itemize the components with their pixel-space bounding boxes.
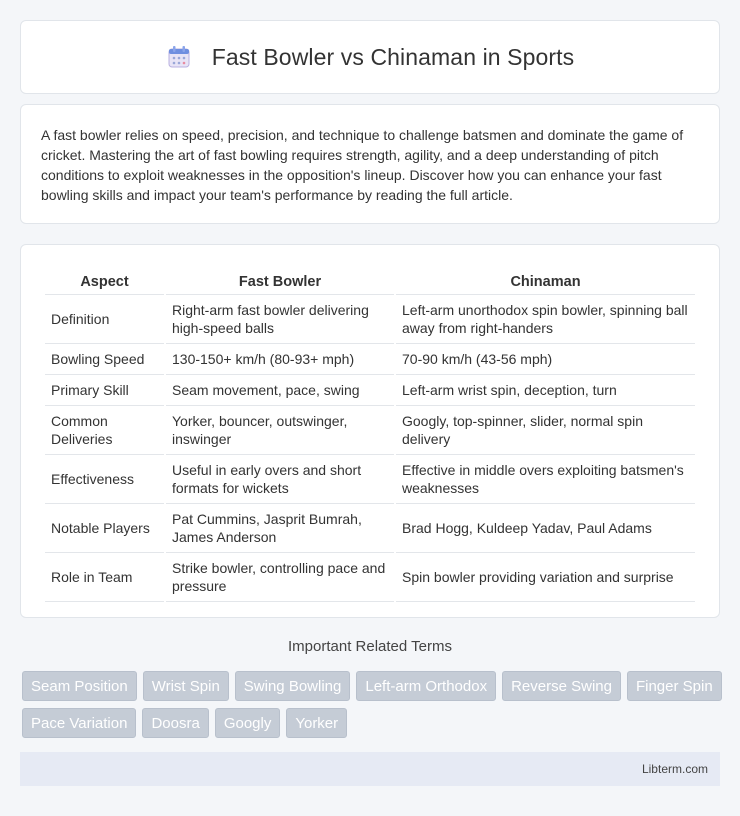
comparison-table: [43, 265, 697, 602]
row-fast-bowler: Yorker, bouncer, outswinger, inswinger: [166, 406, 394, 455]
tag-swing-bowling[interactable]: Swing Bowling: [235, 671, 351, 701]
row-chinaman: Left-arm unorthodox spin bowler, spinning ball away from right-handers: [396, 295, 695, 344]
tag-pace-variation[interactable]: Pace Variation: [22, 708, 136, 738]
related-terms-tags: [22, 671, 722, 738]
intro-card: [20, 104, 720, 224]
table-row: [45, 504, 695, 553]
row-aspect: Bowling Speed: [45, 344, 164, 375]
row-chinaman: Spin bowler providing variation and surprise: [396, 553, 695, 602]
row-aspect: Definition: [45, 295, 164, 344]
row-chinaman: Effective in middle overs exploiting batsmen's weaknesses: [396, 455, 695, 504]
tag-doosra[interactable]: Doosra: [142, 708, 208, 738]
table-row: [45, 344, 695, 375]
footer-brand-link[interactable]: Libterm.com: [641, 762, 708, 776]
tag-seam-position[interactable]: Seam Position: [22, 671, 137, 701]
table-row: [45, 553, 695, 602]
comparison-card: [20, 244, 720, 618]
row-fast-bowler: Pat Cummins, Jasprit Bumrah, James Anderson: [166, 504, 394, 553]
row-chinaman: Left-arm wrist spin, deception, turn: [396, 375, 695, 406]
title-wrap: [166, 44, 575, 71]
page-title: Fast Bowler vs Chinaman in Sports: [211, 43, 575, 70]
related-terms-title: Important Related Terms: [288, 638, 452, 655]
row-aspect: Effectiveness: [45, 455, 164, 504]
row-aspect: Notable Players: [45, 504, 164, 553]
row-aspect: Primary Skill: [45, 375, 164, 406]
table-row: [45, 375, 695, 406]
intro-text: A fast bowler relies on speed, precision, and technique to challenge batsmen and dominate the game of cricket. Mastering the art of fast bowling requires strength, agility, and a deep understanding of pitch conditions to exploit weaknesses in the opposition's lineup. Discover how you can enhance your fast bowling skills and impact your team's performance by reading the full article.: [41, 127, 684, 203]
row-chinaman: Brad Hogg, Kuldeep Yadav, Paul Adams: [396, 504, 695, 553]
tag-googly[interactable]: Googly: [215, 708, 281, 738]
tag-wrist-spin[interactable]: Wrist Spin: [143, 671, 229, 701]
header-aspect: Aspect: [45, 265, 164, 295]
row-fast-bowler: Right-arm fast bowler delivering high-speed balls: [166, 295, 394, 344]
row-chinaman: Googly, top-spinner, slider, normal spin delivery: [396, 406, 695, 455]
row-chinaman: 70-90 km/h (43-56 mph): [396, 344, 695, 375]
header-chinaman: Chinaman: [396, 265, 695, 295]
row-aspect: Common Deliveries: [45, 406, 164, 455]
table-row: [45, 295, 695, 344]
header-fast-bowler: Fast Bowler: [166, 265, 394, 295]
tag-yorker[interactable]: Yorker: [286, 708, 347, 738]
table-row: [45, 455, 695, 504]
row-fast-bowler: Seam movement, pace, swing: [166, 375, 394, 406]
header-card: [20, 20, 720, 94]
footer: [20, 752, 720, 786]
row-aspect: Role in Team: [45, 553, 164, 602]
tag-reverse-swing[interactable]: Reverse Swing: [502, 671, 621, 701]
tag-left-arm-orthodox[interactable]: Left-arm Orthodox: [356, 671, 496, 701]
tag-finger-spin[interactable]: Finger Spin: [627, 671, 722, 701]
table-header-row: [45, 265, 695, 295]
table-row: [45, 406, 695, 455]
row-fast-bowler: 130-150+ km/h (80-93+ mph): [166, 344, 394, 375]
row-fast-bowler: Strike bowler, controlling pace and pressure: [166, 553, 394, 602]
row-fast-bowler: Useful in early overs and short formats for wickets: [166, 455, 394, 504]
calendar-icon: [166, 44, 192, 70]
